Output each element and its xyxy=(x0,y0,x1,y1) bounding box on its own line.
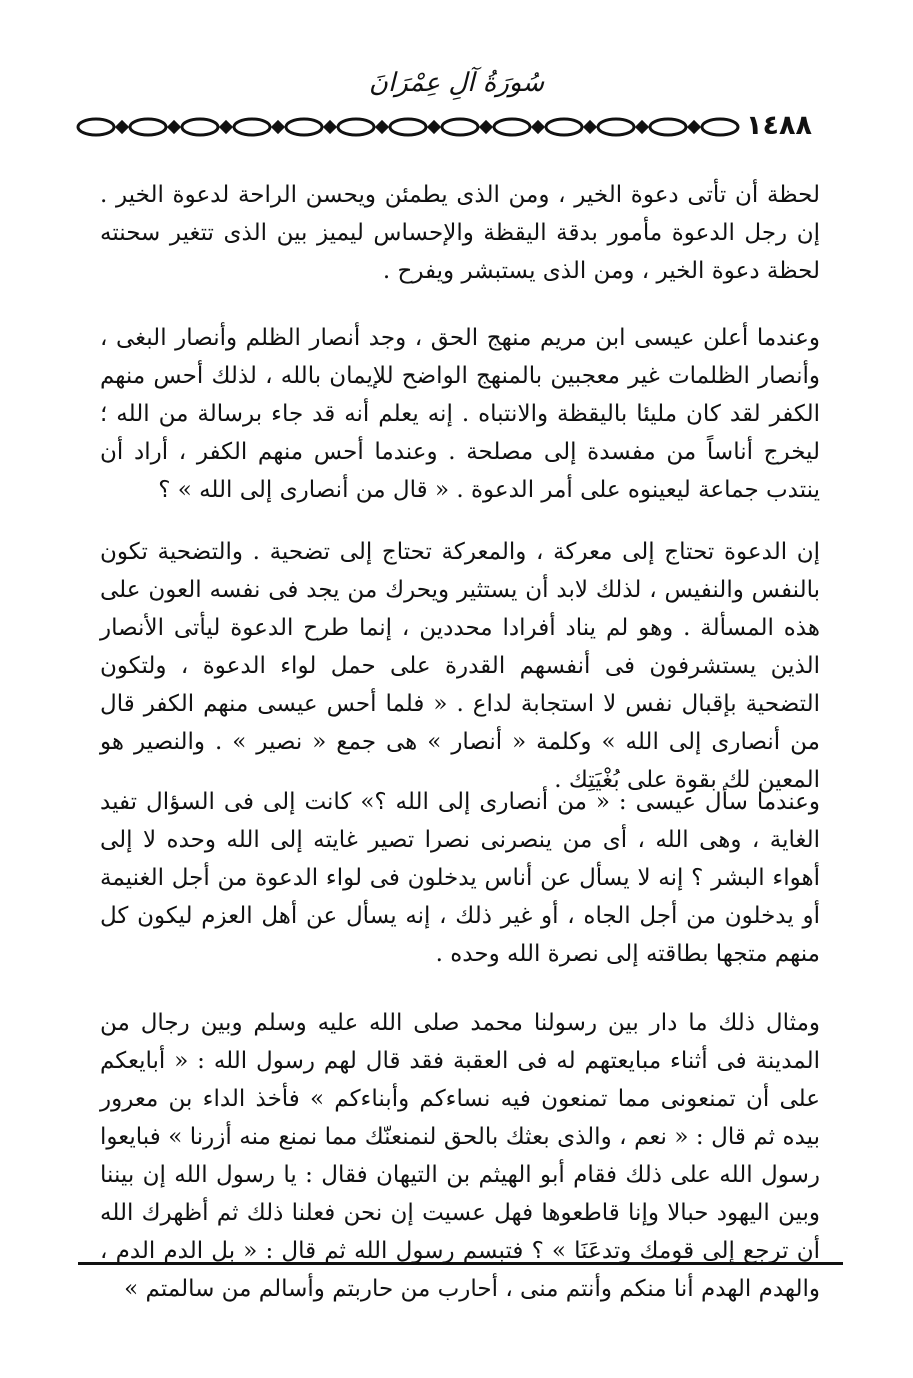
paragraph-1: لحظة أن تأتى دعوة الخير ، ومن الذى يطمئن ويحسن الراحة لدعوة الخير . إن رجل الدعوة مأمور بدقة اليقظة والإحساس ليميز بين الذى تتغير سحنته لحظة دعوة الخير ، ومن الذى يستبشر ويفرح . xyxy=(100,182,820,284)
ornament-diamond xyxy=(481,122,491,132)
ornament-diamond xyxy=(325,122,335,132)
ornament-oval xyxy=(182,119,218,135)
ornament-diamond xyxy=(117,122,127,132)
ornament-diamond xyxy=(273,122,283,132)
ornament-oval xyxy=(78,119,114,135)
ornament-oval xyxy=(494,119,530,135)
ornament-oval xyxy=(286,119,322,135)
paragraph-5: ومثال ذلك ما دار بين رسولنا محمد صلى الله عليه وسلم وبين رجال من المدينة فى أثناء مبايعتهم له فى العقبة فقد قال لهم رسول الله : « أبايعكم على أن تمنعونى مما تمنعون فيه نساءكم وأبناءكم » فأخذ الداء بن معرور بيده ثم قال : « نعم ، والذى بعثك بالحق لنمنعنّك مما نمنع منه أزرنا » فبايعوا رسول الله على ذلك فقام أبو الهيثم بن التيهان فقال : يا رسول الله إن بيننا وبين اليهود حبالا وإنا قاطعوها فهل عسيت إن نحن فعلنا ذلك ثم أظهرك الله أن ترجع إلى قومك وتدعَنَا » ؟ فتبسم رسول الله ثم قال : « بل الدم الدم ، والهدم الهدم أنا منكم وأنتم منى ، أحارب من حاربتم وأسالم من سالمتم » xyxy=(100,1010,821,1302)
ornament-oval xyxy=(702,119,738,135)
paragraph-3: إن الدعوة تحتاج إلى معركة ، والمعركة تحتاج إلى تضحية . والتضحية تكون بالنفس والنفيس ، لذلك لابد أن يستثير ويحرك من يجد فى نفسه العون على هذه المسألة . وهو لم يناد أفرادا محددين ، إنما طرح الدعوة ليأتى الأنصار الذين يستشرفون فى أنفسهم القدرة على حمل لواء الدعوة ، ولتكون التضحية بإقبال نفس لا استجابة لداع . « فلما أحس عيسى منهم الكفر قال من أنصارى إلى الله » وكلمة « أنصار » هى جمع « نصير » . والنصير هو المعين لك بقوة على بُغْيَتِك . xyxy=(100,539,820,793)
ornament-diamond xyxy=(221,122,231,132)
ornament-oval xyxy=(598,119,634,135)
paragraph-2: وعندما أعلن عيسى ابن مريم منهج الحق ، وجد أنصار الظلم وأنصار البغى ، وأنصار الظلمات غير معجبين بالمنهج الواضح للإيمان بالله ، لذلك أحس منهم الكفر لقد كان مليئا باليقظة والانتباه . إنه يعلم أنه قد جاء برسالة من الله ؛ ليخرج أناساً من مفسدة إلى مصلحة . وعندما أحس منهم الكفر ، أراد أن ينتدب جماعة ليعينوه على أمر الدعوة . « قال من أنصارى إلى الله » ؟ xyxy=(100,325,820,503)
ornament-diamond xyxy=(429,122,439,132)
paragraph-4: وعندما سأل عيسى : « من أنصارى إلى الله ؟» كانت إلى فى السؤال تفيد الغاية ، وهى الله ، أى من ينصرنى نصرا تصير غايته إلى الله وحده لا إلى أهواء البشر ؟ إنه لا يسأل عن أناس يدخلون فى لواء الدعوة من أجل الغنيمة أو يدخلون من أجل الجاه ، أو غير ذلك ، إنه يسأل عن أهل العزم ليكون كل منهم متجها بطاقته إلى نصرة الله وحده . xyxy=(100,789,820,967)
ornament-diamond xyxy=(533,122,543,132)
surah-title-calligraphy: سُورَةُ آلِ عِمْرَانَ xyxy=(368,68,545,98)
page-number: ١٤٨٨ xyxy=(742,110,816,141)
ornament-diamond xyxy=(585,122,595,132)
ornament-diamond xyxy=(169,122,179,132)
ornament-diamond xyxy=(689,122,699,132)
ornament-oval xyxy=(130,119,166,135)
ornament-oval xyxy=(650,119,686,135)
ornament-oval xyxy=(546,119,582,135)
ornament-oval xyxy=(390,119,426,135)
ornament-diamond xyxy=(637,122,647,132)
ornament-oval xyxy=(234,119,270,135)
ornament-oval xyxy=(442,119,478,135)
ornamental-header-band xyxy=(74,112,844,142)
ornament-oval xyxy=(338,119,374,135)
footer-rule xyxy=(78,1262,843,1265)
ornament-diamond xyxy=(377,122,387,132)
